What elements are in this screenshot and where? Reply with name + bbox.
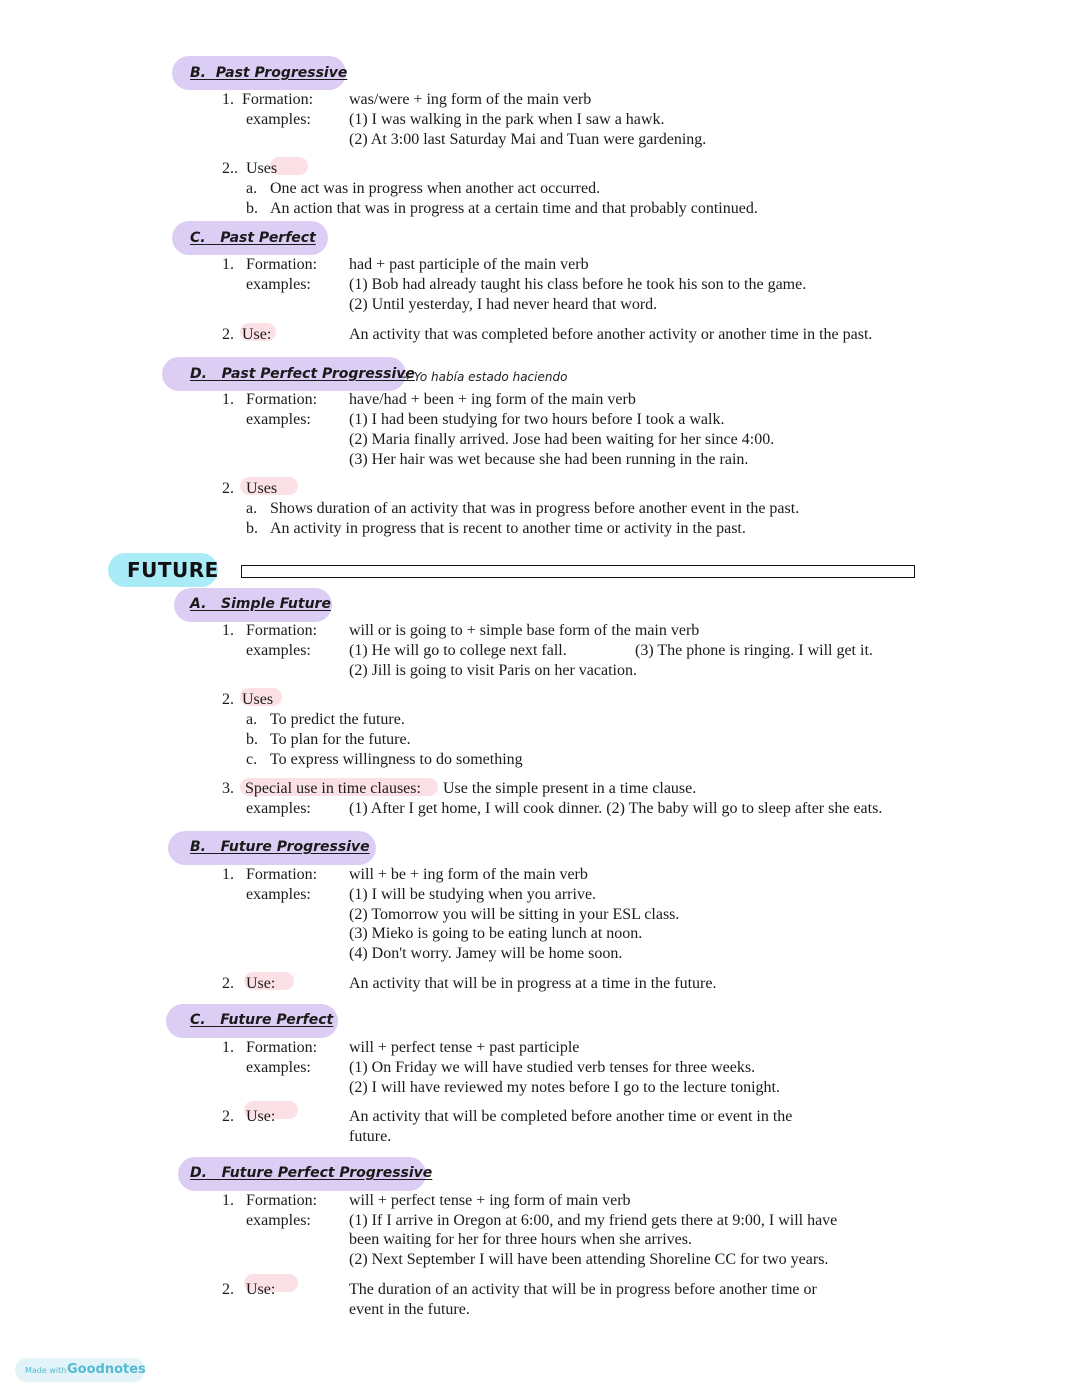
use-text: An activity in progress that is recent to another time or activity in the past. (270, 520, 746, 537)
item-number: 2. (222, 691, 234, 708)
future-heading: FUTURE (127, 558, 219, 582)
example: (1) On Friday we will have studied verb tenses for three weeks. (349, 1059, 756, 1076)
uses-label: Uses (246, 160, 278, 177)
example: (2) Tomorrow you will be sitting in your ESL class. (349, 906, 680, 923)
example: (2) Jill is going to visit Paris on her vacation. (349, 662, 637, 679)
uses-label: Uses (246, 480, 278, 497)
use-text: To plan for the future. (270, 731, 411, 748)
formation-text: will + perfect tense + past participle (349, 1039, 580, 1056)
example: (1) After I get home, I will cook dinner. (2) The baby will go to sleep after she eats. (349, 800, 883, 817)
examples-label: examples: (246, 1212, 311, 1229)
use-label: Use: (246, 975, 276, 992)
section-heading: C. Future Perfect (190, 1012, 334, 1028)
item-number: 2. (222, 1108, 234, 1125)
formation-label: Formation: (246, 622, 318, 639)
made-with-label: Made with (25, 1366, 67, 1375)
goodnotes-logo: Goodnotes (67, 1362, 146, 1377)
item-number: 1. (222, 91, 234, 108)
examples-label: examples: (246, 800, 311, 817)
section-heading: C. Past Perfect (190, 230, 316, 246)
example: (4) Don't worry. Jamey will be home soon. (349, 945, 623, 962)
item-number: 2. (222, 480, 234, 497)
use-text: An activity that was completed before another activity or another time in the past. (349, 326, 873, 343)
use-letter: a. (246, 711, 258, 728)
example: (2) I will have reviewed my notes before I go to the lecture tonight. (349, 1079, 780, 1096)
formation-text: will or is going to + simple base form of the main verb (349, 622, 700, 639)
example: (1) I was walking in the park when I saw a hawk. (349, 111, 665, 128)
example: (2) Next September I will have been attending Shoreline CC for two years. (349, 1251, 829, 1268)
item-number: 1. (222, 1039, 234, 1056)
example: (1) Bob had already taught his class before he took his son to the game. (349, 276, 807, 293)
use-letter: c. (246, 751, 258, 768)
item-number: 1. (222, 1192, 234, 1209)
examples-label: examples: (246, 411, 311, 428)
use-letter: b. (246, 520, 258, 537)
formation-label: Formation: (246, 1039, 318, 1056)
special-use-text: Use the simple present in a time clause. (443, 780, 697, 797)
handwritten-note: → Yo había estado haciendo (400, 370, 568, 384)
use-text: The duration of an activity that will be in progress before another time or (349, 1281, 817, 1298)
use-text: event in the future. (349, 1301, 470, 1318)
use-label: Use: (246, 1108, 276, 1125)
formation-label: Formation: (246, 256, 318, 273)
examples-label: examples: (246, 1059, 311, 1076)
example: (1) If I arrive in Oregon at 6:00, and my friend gets there at 9:00, I will have (349, 1212, 838, 1229)
use-text: To predict the future. (270, 711, 405, 728)
item-number: 2.. (222, 160, 238, 177)
example: (3) Her hair was wet because she had been running in the rain. (349, 451, 749, 468)
use-text: An action that was in progress at a certain time and that probably continued. (270, 200, 758, 217)
formation-label: Formation: (246, 1192, 318, 1209)
use-text: An activity that will be completed before another time or event in the (349, 1108, 793, 1125)
use-label: Use: (246, 1281, 276, 1298)
formation-text: had + past participle of the main verb (349, 256, 589, 273)
example: (1) I had been studying for two hours before I took a walk. (349, 411, 725, 428)
item-number: 3. (222, 780, 234, 797)
item-number: 2. (222, 975, 234, 992)
example: (2) At 3:00 last Saturday Mai and Tuan were gardening. (349, 131, 707, 148)
section-heading: A. Simple Future (190, 596, 331, 612)
item-number: 2. (222, 326, 234, 343)
made-with-goodnotes-badge (15, 1358, 145, 1382)
section-heading: B. Past Progressive (190, 65, 348, 81)
item-number: 1. (222, 256, 234, 273)
formation-text: will + be + ing form of the main verb (349, 866, 588, 883)
section-heading: D. Future Perfect Progressive (190, 1165, 433, 1181)
examples-label: examples: (246, 886, 311, 903)
formation-text: was/were + ing form of the main verb (349, 91, 592, 108)
use-letter: a. (246, 180, 258, 197)
formation-text: will + perfect tense + ing form of main verb (349, 1192, 631, 1209)
formation-text: have/had + been + ing form of the main verb (349, 391, 636, 408)
example: (2) Until yesterday, I had never heard that word. (349, 296, 658, 313)
use-text: One act was in progress when another act occurred. (270, 180, 601, 197)
item-number: 2. (222, 1281, 234, 1298)
section-heading: D. Past Perfect Progressive (190, 366, 415, 382)
formation-label: Formation: (246, 866, 318, 883)
use-letter: b. (246, 200, 258, 217)
use-text: future. (349, 1128, 392, 1145)
use-text: To express willingness to do something (270, 751, 523, 768)
use-text: An activity that will be in progress at a time in the future. (349, 975, 717, 992)
item-number: 1. (222, 391, 234, 408)
use-letter: b. (246, 731, 258, 748)
item-number: 1. (222, 622, 234, 639)
uses-label: Uses (242, 691, 274, 708)
use-label: Use: (242, 326, 272, 343)
use-letter: a. (246, 500, 258, 517)
example: (3) Mieko is going to be eating lunch at noon. (349, 925, 643, 942)
example: (1) I will be studying when you arrive. (349, 886, 597, 903)
future-divider-box (241, 565, 915, 578)
use-text: Shows duration of an activity that was in progress before another event in the past. (270, 500, 800, 517)
examples-label: examples: (246, 642, 311, 659)
examples-label: examples: (246, 111, 311, 128)
formation-label: Formation: (242, 91, 314, 108)
examples-label: examples: (246, 276, 311, 293)
example: (2) Maria finally arrived. Jose had been waiting for her since 4:00. (349, 431, 775, 448)
formation-label: Formation: (246, 391, 318, 408)
example: (1) He will go to college next fall. (349, 642, 567, 659)
special-use-label: Special use in time clauses: (245, 780, 421, 797)
example: (3) The phone is ringing. I will get it. (635, 642, 873, 659)
example: been waiting for her for three hours when she arrives. (349, 1231, 692, 1248)
section-heading: B. Future Progressive (190, 839, 370, 855)
item-number: 1. (222, 866, 234, 883)
